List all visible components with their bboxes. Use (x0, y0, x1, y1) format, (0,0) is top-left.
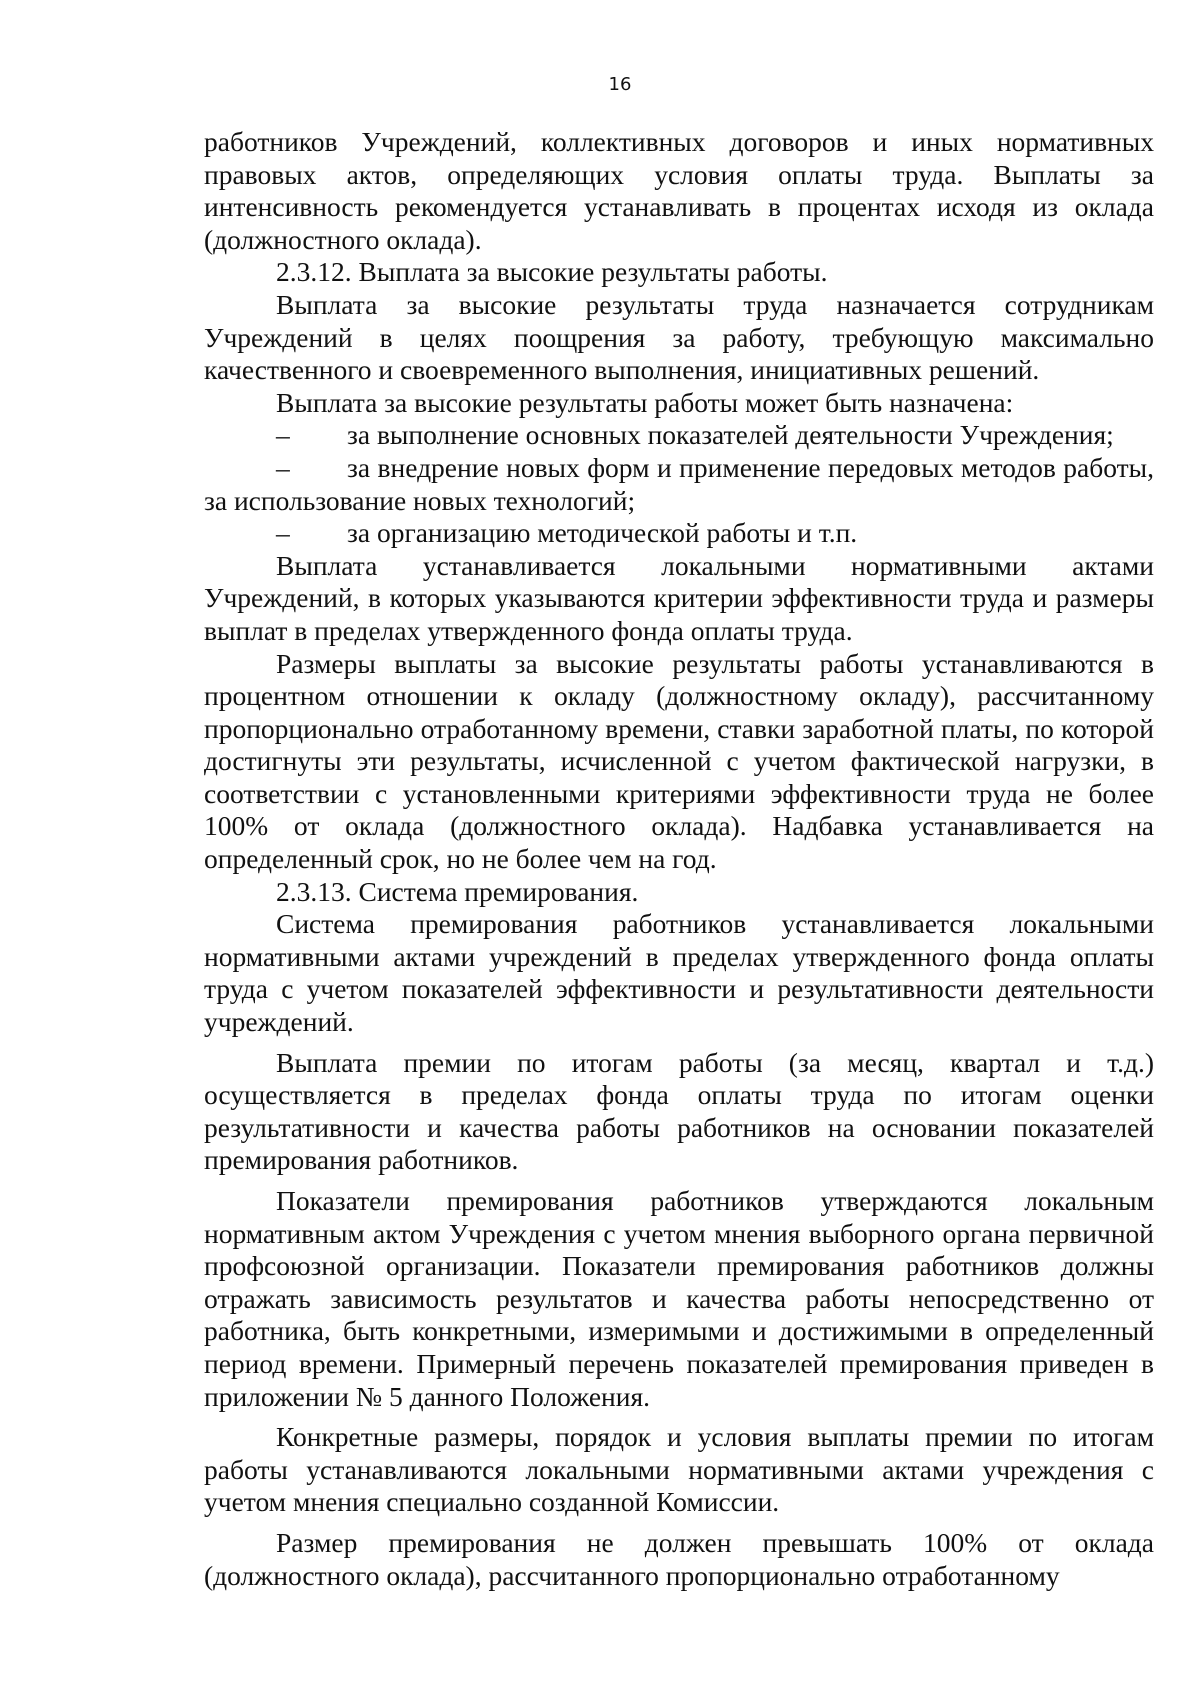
document-body (204, 126, 1154, 1592)
list-item-text: за внедрение новых форм и применение передовых методов работы, за использование новых технологий; (204, 451, 1154, 516)
dash-marker: – (276, 451, 290, 483)
paragraph-may-be-assigned: Выплата за высокие результаты работы может быть назначена: (276, 386, 1014, 418)
list-item (204, 452, 1154, 517)
list-item (204, 517, 1154, 550)
paragraph-payment-sizes: Размеры выплаты за высокие результаты работы устанавливаются в процентном отношении к окладу (должностному окладу), рассчитанному пропорционально отработанному времени, ставки заработной платы, по которой достигнуты эти результаты, исчисленной с учетом фактической нагрузки, в соответствии с установленными критериями эффективности труда не более 100% от оклада (должностного оклада). Надбавка устанавливается на определенный срок, но не более чем на год. (204, 647, 1154, 875)
dash-marker: – (276, 419, 290, 451)
paragraph-high-results: Выплата за высокие результаты труда назначается сотрудникам Учреждений в целях поощрения за работу, требующую максимально качественного и своевременного выполнения, инициативных решений. (204, 288, 1154, 386)
section-heading-2-3-13: 2.3.13. Система премирования. (276, 875, 639, 907)
dash-marker: – (276, 517, 290, 549)
paragraph-continuation: работников Учреждений, коллективных договоров и иных нормативных правовых актов, определяющих условия оплаты труда. Выплаты за интенсивность рекомендуется устанавливать в процентах исходя из оклада (должностного оклада). (204, 126, 1154, 255)
list-item-text: за выполнение основных показателей деятельности Учреждения; (347, 419, 1114, 451)
paragraph-bonus-indicators: Показатели премирования работников утверждаются локальным нормативным актом Учреждения с учетом мнения выборного органа первичной профсоюзной организации. Показатели премирования работников должны отражать зависимость результатов и качества работы непосредственно от работника, быть конкретными, измеримыми и достижимыми в определенный период времени. Примерный перечень показателей премирования приведен в приложении № 5 данного Положения. (204, 1185, 1154, 1412)
paragraph-bonus-payment: Выплата премии по итогам работы (за месяц, квартал и т.д.) осуществляется в пределах фонда оплаты труда по итогам оценки результативности и качества работы работников на основании показателей премирования работников. (204, 1046, 1154, 1176)
page-number: 16 (608, 74, 632, 95)
paragraph-bonus-limit: Размер премирования не должен превышать 100% от оклада (должностного оклада), рассчитанного пропорционально отработанному (204, 1526, 1154, 1591)
list-item-text: за организацию методической работы и т.п. (347, 517, 858, 549)
paragraph-bonus-system: Система премирования работников устанавливается локальными нормативными актами учреждений в пределах утвержденного фонда оплаты труда с учетом показателей эффективности и результативности деятельности учреждений. (204, 908, 1154, 1038)
list-item (204, 419, 1154, 452)
paragraph-local-acts: Выплата устанавливается локальными нормативными актами Учреждений, в которых указываются критерии эффективности труда и размеры выплат в пределах утвержденного фонда оплаты труда. (204, 549, 1154, 646)
paragraph-specific-sizes: Конкретные размеры, порядок и условия выплаты премии по итогам работы устанавливаются локальными нормативными актами учреждения с учетом мнения специально созданной Комиссии. (204, 1421, 1154, 1518)
section-heading-2-3-12: 2.3.12. Выплата за высокие результаты работы. (276, 256, 828, 288)
